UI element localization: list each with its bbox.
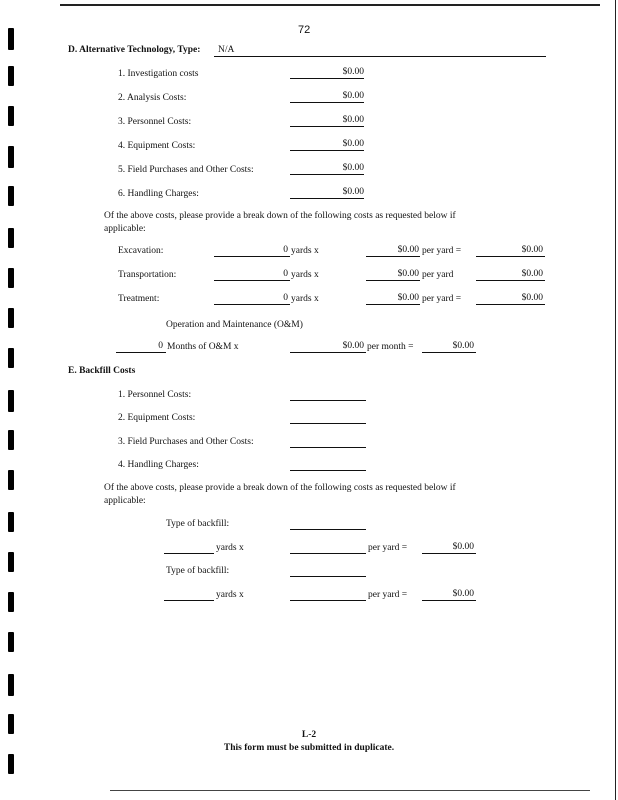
backfill-cost-label: 1. Personnel Costs: [118, 390, 192, 400]
cost-item-line [290, 150, 364, 151]
punch-hole-mark [8, 228, 14, 248]
breakdown-qty-line [214, 256, 290, 257]
backfill-cost-line[interactable] [290, 400, 366, 401]
page-number: 72 [298, 24, 311, 36]
cost-item-value[interactable]: $0.00 [342, 67, 364, 77]
punch-hole-mark [8, 268, 14, 288]
om-months[interactable]: 0 [158, 341, 163, 351]
backfill-cost-label: 4. Handling Charges: [118, 460, 199, 470]
punch-hole-mark [8, 308, 14, 328]
om-total-line [422, 352, 476, 353]
punch-hole-mark [8, 470, 14, 490]
backfill-total[interactable]: $0.00 [452, 589, 474, 599]
backfill-cost-label: 3. Field Purchases and Other Costs: [118, 437, 254, 447]
backfill-cost-line[interactable] [290, 470, 366, 471]
form-page-id: L-2 [301, 730, 317, 740]
backfill-total-line [422, 600, 476, 601]
punch-hole-mark [8, 754, 14, 774]
om-months-line [116, 352, 166, 353]
breakdown-rate-line [366, 256, 420, 257]
technology-type-value[interactable]: N/A [218, 45, 235, 55]
backfill-cost-line[interactable] [290, 423, 366, 424]
breakdown-rate-unit: per yard = [422, 294, 462, 304]
breakdown-qty[interactable]: 0 [283, 269, 288, 279]
breakdown-rate[interactable]: $0.00 [397, 293, 419, 303]
backfill-breakdown-instructions: Of the above costs, please provide a break down of the following costs as requested below if [104, 483, 456, 493]
breakdown-qty[interactable]: 0 [283, 245, 288, 255]
backfill-total[interactable]: $0.00 [452, 542, 474, 552]
om-months-label: Months of O&M x [167, 342, 239, 352]
breakdown-rate-unit: per yard = [422, 246, 462, 256]
backfill-type-label: Type of backfill: [166, 566, 230, 576]
backfill-qty-line[interactable] [164, 553, 214, 554]
breakdown-row-label: Excavation: [118, 246, 164, 256]
punch-hole-mark [8, 674, 14, 696]
cost-item-line [290, 174, 364, 175]
breakdown-total[interactable]: $0.00 [521, 269, 543, 279]
cost-item-value[interactable]: $0.00 [342, 163, 364, 173]
backfill-rate-line[interactable] [290, 553, 366, 554]
punch-hole-mark [8, 66, 14, 86]
breakdown-total-line [476, 280, 545, 281]
backfill-type-line[interactable] [290, 576, 366, 577]
punch-hole-mark [8, 552, 14, 572]
cost-item-label: 3. Personnel Costs: [118, 117, 192, 127]
cost-item-value[interactable]: $0.00 [342, 91, 364, 101]
backfill-qty-line[interactable] [164, 600, 214, 601]
backfill-rate-unit: per yard = [368, 590, 408, 600]
breakdown-total-line [476, 304, 545, 305]
backfill-unit: yards x [216, 543, 244, 553]
backfill-rate-line[interactable] [290, 600, 366, 601]
breakdown-rate[interactable]: $0.00 [397, 269, 419, 279]
cost-item-label: 6. Handling Charges: [118, 189, 199, 199]
om-rate[interactable]: $0.00 [342, 341, 364, 351]
breakdown-unit: yards x [291, 246, 319, 256]
section-d-heading: D. Alternative Technology, Type: [68, 45, 201, 55]
breakdown-rate-line [366, 304, 420, 305]
breakdown-row-label: Treatment: [118, 294, 160, 304]
backfill-cost-line[interactable] [290, 447, 366, 448]
breakdown-row-label: Transportation: [118, 270, 177, 280]
cost-item-value[interactable]: $0.00 [342, 187, 364, 197]
cost-item-value[interactable]: $0.00 [342, 115, 364, 125]
om-rate-label: per month = [367, 342, 414, 352]
punch-hole-mark [8, 146, 14, 168]
cost-item-label: 2. Analysis Costs: [118, 93, 187, 103]
cost-item-label: 1. Investigation costs [118, 69, 199, 79]
punch-hole-mark [8, 430, 14, 450]
backfill-cost-label: 2. Equipment Costs: [118, 413, 196, 423]
technology-type-line [214, 56, 546, 57]
punch-hole-mark [8, 106, 14, 126]
footer-note: This form must be submitted in duplicate. [223, 743, 395, 753]
cost-item-line [290, 126, 364, 127]
scan-right-edge [615, 0, 616, 800]
breakdown-rate-line [366, 280, 420, 281]
backfill-type-label: Type of backfill: [166, 519, 230, 529]
breakdown-unit: yards x [291, 270, 319, 280]
breakdown-rate-unit: per yard [422, 270, 454, 280]
punch-hole-mark [8, 632, 14, 652]
breakdown-total[interactable]: $0.00 [521, 293, 543, 303]
backfill-unit: yards x [216, 590, 244, 600]
breakdown-instructions: applicable: [104, 224, 146, 234]
om-rate-line [290, 352, 366, 353]
cost-item-value[interactable]: $0.00 [342, 139, 364, 149]
backfill-total-line [422, 553, 476, 554]
punch-hole-mark [8, 512, 14, 532]
cost-item-line [290, 102, 364, 103]
om-heading: Operation and Maintenance (O&M) [166, 320, 303, 330]
breakdown-qty[interactable]: 0 [283, 293, 288, 303]
breakdown-qty-line [214, 280, 290, 281]
cost-item-line [290, 78, 364, 79]
breakdown-rate[interactable]: $0.00 [397, 245, 419, 255]
punch-hole-mark [8, 186, 14, 206]
scan-bottom-rule [110, 790, 590, 791]
breakdown-total[interactable]: $0.00 [521, 245, 543, 255]
punch-hole-mark [8, 28, 14, 50]
breakdown-total-line [476, 256, 545, 257]
scan-top-rule [60, 4, 600, 6]
backfill-breakdown-instructions: applicable: [104, 496, 146, 506]
punch-hole-mark [8, 592, 14, 612]
cost-item-line [290, 198, 364, 199]
section-e-heading: E. Backfill Costs [68, 366, 136, 376]
backfill-rate-unit: per yard = [368, 543, 408, 553]
breakdown-qty-line [214, 304, 290, 305]
punch-hole-mark [8, 348, 14, 368]
backfill-type-line[interactable] [290, 529, 366, 530]
cost-item-label: 5. Field Purchases and Other Costs: [118, 165, 254, 175]
breakdown-instructions: Of the above costs, please provide a break down of the following costs as requested below if [104, 211, 456, 221]
punch-hole-mark [8, 390, 14, 412]
om-total[interactable]: $0.00 [452, 341, 474, 351]
breakdown-unit: yards x [291, 294, 319, 304]
cost-item-label: 4. Equipment Costs: [118, 141, 196, 151]
